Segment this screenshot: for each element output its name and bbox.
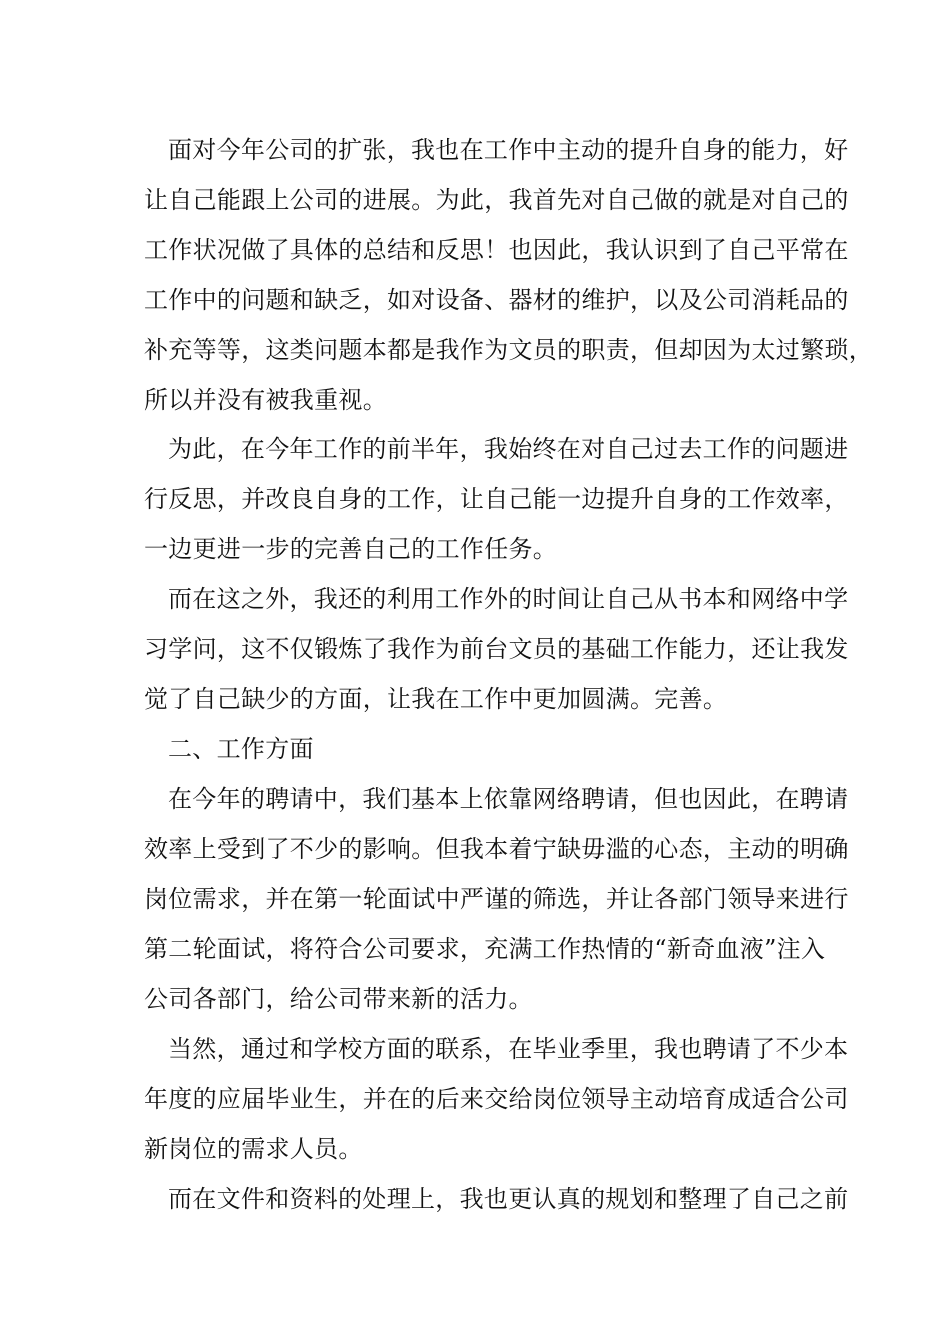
paragraph-line: 效率上受到了不少的影响。但我本着宁缺毋滥的心态，主动的明确: [144, 835, 849, 863]
paragraph-line: 公司各部门，给公司带来新的活力。: [144, 985, 533, 1013]
paragraph-line: 工作中的问题和缺乏，如对设备、器材的维护，以及公司消耗品的: [144, 286, 849, 314]
paragraph-line: 觉了自己缺少的方面，让我在工作中更加圆满。完善。: [144, 685, 728, 713]
paragraph-line: 岗位需求，并在第一轮面试中严谨的筛选，并让各部门领导来进行: [144, 885, 849, 913]
paragraph-line: 而在这之外，我还的利用工作外的时间让自己从书本和网络中学: [168, 585, 849, 613]
paragraph-line: 所以并没有被我重视。: [144, 386, 387, 414]
paragraph-line: 第二轮面试，将符合公司要求，充满工作热情的“新奇血液”注入: [144, 935, 826, 963]
paragraph-line: 而在文件和资料的处理上，我也更认真的规划和整理了自己之前: [168, 1185, 849, 1213]
paragraph-line: 年度的应届毕业生，并在的后来交给岗位领导主动培育成适合公司: [144, 1085, 849, 1113]
paragraph-line: 面对今年公司的扩张，我也在工作中主动的提升自身的能力，好: [168, 136, 849, 164]
paragraph-line: 一边更进一步的完善自己的工作任务。: [144, 535, 558, 563]
paragraph-line: 新岗位的需求人员。: [144, 1135, 363, 1163]
paragraph-line: 习学问，这不仅锻炼了我作为前台文员的基础工作能力，还让我发: [144, 635, 849, 663]
paragraph-line: 补充等等，这类问题本都是我作为文员的职责，但却因为太过繁琐，: [144, 336, 873, 364]
paragraph-line: 在今年的聘请中，我们基本上依靠网络聘请，但也因此，在聘请: [168, 785, 849, 813]
section-heading: 二、工作方面: [168, 735, 314, 763]
paragraph-line: 为此，在今年工作的前半年，我始终在对自己过去工作的问题进: [168, 435, 849, 463]
paragraph-line: 工作状况做了具体的总结和反思！也因此，我认识到了自己平常在: [144, 236, 849, 264]
paragraph-line: 让自己能跟上公司的进展。为此，我首先对自己做的就是对自己的: [144, 186, 849, 214]
paragraph-line: 当然，通过和学校方面的联系，在毕业季里，我也聘请了不少本: [168, 1035, 849, 1063]
paragraph-line: 行反思，并改良自身的工作，让自己能一边提升自身的工作效率，: [144, 485, 849, 513]
